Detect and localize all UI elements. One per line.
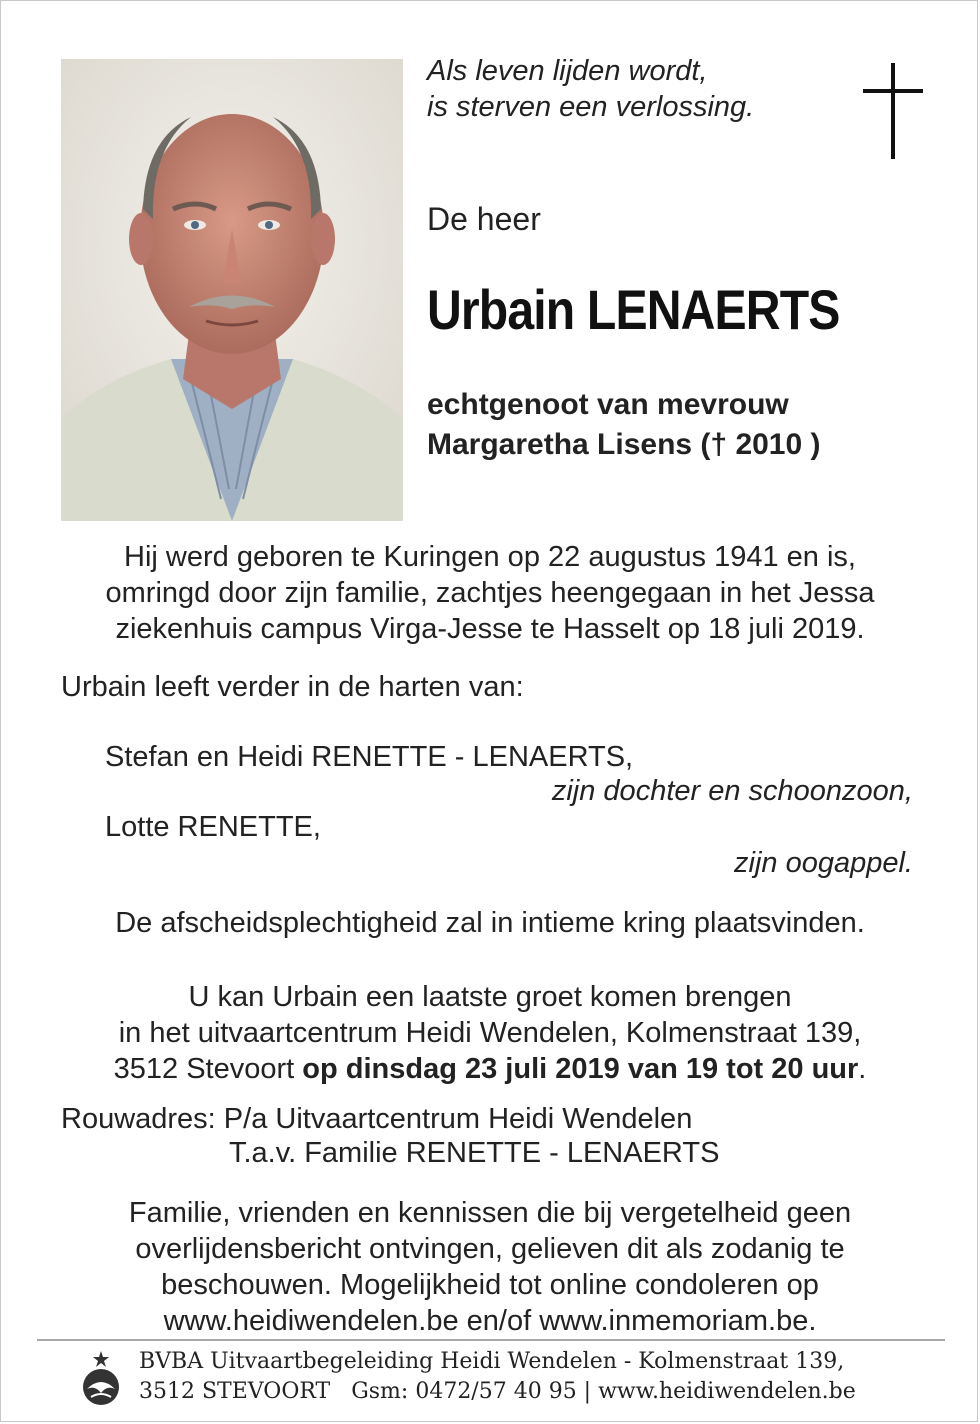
- visit-paragraph: [41, 979, 939, 1087]
- quote-line: Als leven lijden wordt,: [427, 55, 708, 87]
- survivor-name: Stefan en Heidi RENETTE - LENAERTS,: [105, 741, 634, 773]
- visit-date: op dinsdag 23 juli 2019 van 19 tot 20 uur: [302, 1053, 859, 1085]
- birth-paragraph: [41, 539, 939, 647]
- visit-end: .: [858, 1053, 867, 1085]
- mourning-address-line: T.a.v. Familie RENETTE - LENAERTS: [229, 1137, 720, 1169]
- notice-line: overlijdensbericht ontvingen, gelieven dit als zodanig te: [135, 1233, 845, 1265]
- lives-on-heading: Urbain leeft verder in de harten van:: [61, 671, 524, 703]
- survivor-relation: zijn dochter en schoonzoon,: [551, 775, 913, 807]
- funeral-home-logo-icon: [77, 1349, 125, 1407]
- visit-line: [41, 1051, 939, 1087]
- birth-line: Hij werd geboren te Kuringen op 22 augustus 1941 en is,: [124, 541, 856, 573]
- footer-divider: [37, 1339, 945, 1341]
- spouse-info: [427, 385, 821, 465]
- cross-icon: [863, 63, 923, 159]
- visit-place: 3512 Stevoort: [113, 1053, 303, 1085]
- birth-line: omringd door zijn familie, zachtjes heengegaan in het Jessa: [105, 577, 875, 609]
- spouse-line: echtgenoot van mevrouw: [427, 388, 789, 421]
- survivor-relation: zijn oogappel.: [734, 847, 913, 879]
- deceased-name: Urbain LENAERTS: [427, 278, 840, 341]
- notice-paragraph: [41, 1195, 939, 1339]
- funeral-home-info: [139, 1347, 856, 1407]
- salutation: De heer: [427, 201, 541, 237]
- farewell-text: De afscheidsplechtigheid zal in intieme kring plaatsvinden.: [115, 907, 865, 939]
- visit-line: U kan Urbain een laatste groet komen brengen: [188, 981, 792, 1013]
- birth-line: ziekenhuis campus Virga-Jesse te Hasselt op 18 juli 2019.: [115, 613, 865, 645]
- quote: [427, 53, 754, 125]
- quote-line: is sterven een verlossing.: [427, 91, 755, 123]
- mourning-address: Rouwadres: P/a Uitvaartcentrum Heidi Wendelen: [61, 1103, 693, 1135]
- notice-line: Familie, vrienden en kennissen die bij vergetelheid geen: [128, 1197, 852, 1229]
- spouse-line: Margaretha Lisens († 2010 ): [427, 428, 821, 461]
- portrait-photo: [61, 59, 403, 521]
- notice-line: beschouwen. Mogelijkheid tot online condoleren op: [161, 1269, 819, 1301]
- footer-line: BVBA Uitvaartbegeleiding Heidi Wendelen - Kolmenstraat 139,: [139, 1349, 845, 1374]
- survivor-name: Lotte RENETTE,: [105, 811, 321, 843]
- footer-line: 3512 STEVOORT Gsm: 0472/57 40 95 | www.heidiwendelen.be: [139, 1379, 856, 1404]
- visit-line: in het uitvaartcentrum Heidi Wendelen, Kolmenstraat 139,: [118, 1017, 862, 1049]
- notice-line: www.heidiwendelen.be en/of www.inmemoriam.be.: [163, 1305, 817, 1337]
